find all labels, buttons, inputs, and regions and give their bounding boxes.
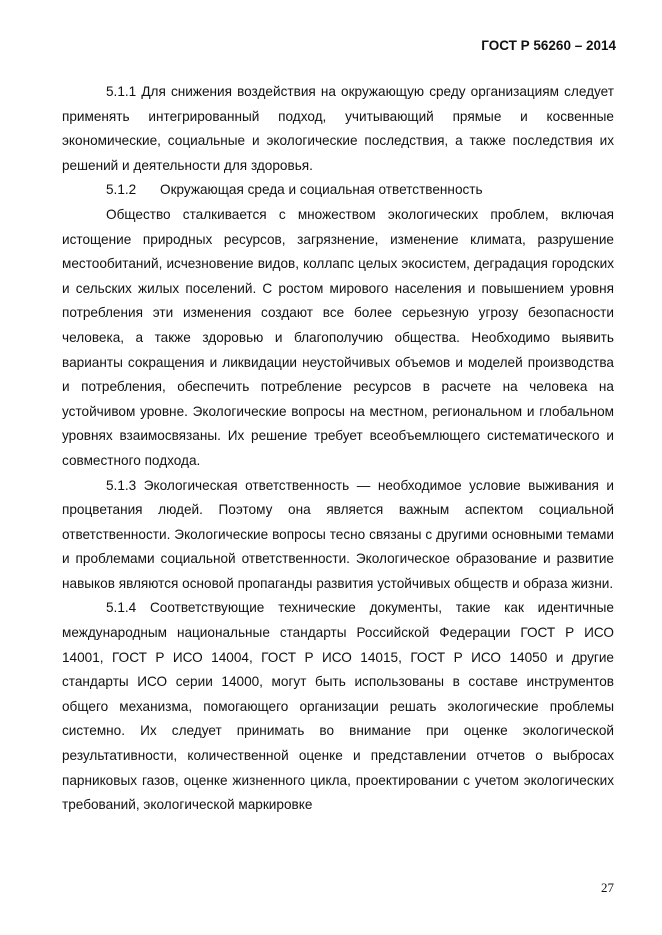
subheading-5-1-2 [62,178,614,203]
document-code: ГОСТ Р 56260 – 2014 [481,38,616,53]
document-body [62,80,614,818]
paragraph-5-1-4: 5.1.4 Соответствующие технические документы, такие как идентичные международным национальные стандарты Российской Федерации ГОСТ Р ИСО 14001, ГОСТ Р ИСО 14004, ГОСТ Р ИСО 14015, ГОСТ Р ИСО 14050 и другие стандарты ИСО серии 14000, могут быть использованы в составе инструментов общего механизма, помогающего организации решать экологические проблемы системно. Их следует принимать во внимание при оценке экологической результативности, количественной оценке и представлении отчетов о выбросах парниковых газов, оценке жизненного цикла, проектировании с учетом экологических требований, экологической маркировке [62,600,614,813]
paragraph-5-1-1: 5.1.1 Для снижения воздействия на окружающую среду организациям следует применять интегрированный подход, учитывающий прямые и косвенные экономические, социальные и экологические последствия, а также последствия их решений и деятельности для здоровья. [62,84,614,173]
subheading-number: 5.1.2 [106,182,137,198]
paragraph-environment-problems: Общество сталкивается с множеством экологических проблем, включая истощение природных ресурсов, загрязнение, изменение климата, разрушение местообитаний, исчезновение видов, коллапс целых экосистем, деградация городских и сельских жилых поселений. С ростом мирового населения и повышением уровня потребления эти изменения создают все более серьезную угрозу безопасности человека, а также здоровью и благополучию общества. Необходимо выявить варианты сокращения и ликвидации неустойчивых объемов и моделей производства и потребления, обеспечить потребление ресурсов в расчете на человека на устойчивом уровне. Экологические вопросы на местном, региональном и глобальном уровнях взаимосвязаны. Их решение требует всеобъемлющего систематического и совместного подхода. [62,206,614,468]
page-number: 27 [601,880,614,895]
paragraph-5-1-3: 5.1.3 Экологическая ответственность — необходимое условие выживания и процветания людей. Поэтому она является важным аспектом социальной ответственности. Экологические вопросы тесно связаны с другими основными темами и проблемами социальной ответственности. Экологическое образование и развитие навыков являются основой пропаганды развития устойчивых обществ и образа жизни. [62,477,614,591]
subheading-title: Окружающая среда и социальная ответственность [160,182,483,198]
